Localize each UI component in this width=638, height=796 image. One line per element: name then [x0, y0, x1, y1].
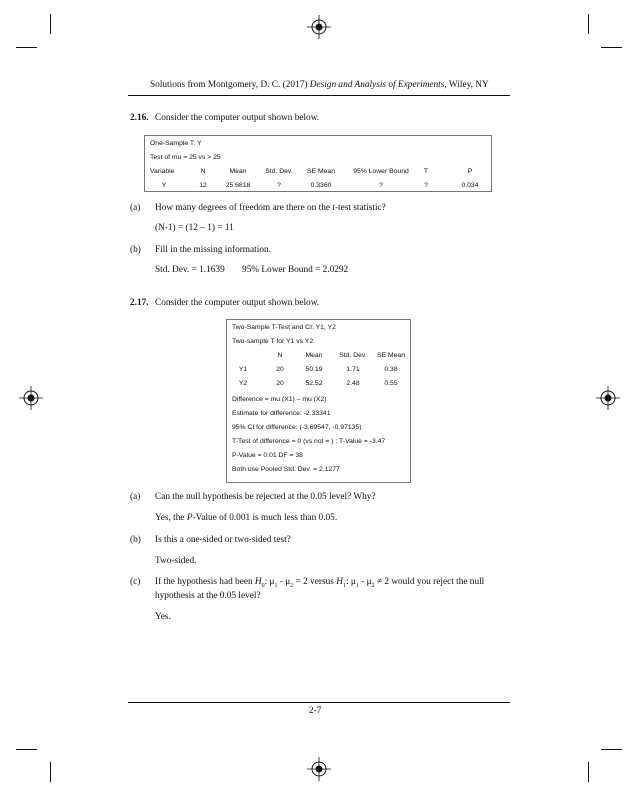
header-text: , Wiley, NY [444, 80, 489, 90]
math-symbol: : μ [345, 577, 356, 587]
table-cell: 20 [276, 380, 284, 387]
part-question: Is this a one-sided or two-sided test? [155, 535, 291, 545]
part-label: (b) [130, 535, 141, 545]
table-cell: 25.6818 [225, 182, 251, 189]
table-cell: 2.48 [346, 380, 360, 387]
part-label: (c) [130, 577, 141, 587]
math-subscript: 2 [371, 582, 375, 589]
question-text: ≠ 2 would you reject the null [374, 577, 485, 587]
running-header [150, 80, 489, 90]
answer-text: -Value of 0.001 is much less than 0.05. [192, 513, 338, 523]
problem-prompt: Consider the computer output shown below. [155, 298, 320, 308]
output-line: Estimate for difference: -2.33341 [232, 410, 331, 417]
answer-text: Yes, the [155, 513, 187, 523]
output-line: 95% CI for difference: (-3.69547, -0.97135) [232, 424, 362, 431]
column-header: Std. Dev. [265, 168, 293, 175]
column-header: P [467, 168, 473, 175]
math-subscript: 1 [274, 582, 278, 589]
math-subscript: 1 [355, 582, 359, 589]
math-subscript: 0 [261, 582, 265, 589]
column-header: Std. Dev. [339, 352, 367, 359]
output-line: Difference = mu (X1) – mu (X2) [232, 396, 327, 403]
part-question: Fill in the missing information. [155, 245, 271, 255]
crop-mark [50, 762, 51, 782]
math-subscript: 2 [290, 582, 294, 589]
question-text: If the hypothesis had been [155, 577, 255, 587]
part-answer: Two-sided. [155, 556, 197, 566]
registration-mark-icon [307, 15, 331, 39]
registration-mark-icon [19, 386, 43, 410]
crop-mark [16, 47, 37, 48]
question-text: t [332, 203, 335, 213]
part-label: (a) [130, 492, 141, 502]
column-header: Variable [150, 168, 175, 175]
column-header: Mean [229, 168, 247, 175]
column-header: N [200, 168, 206, 175]
column-header: SE Mean [377, 352, 405, 359]
one-sample-output [144, 135, 492, 192]
output-title: One-Sample T: Y [150, 140, 202, 147]
table-cell: ? [424, 182, 428, 189]
table-cell: 0.034 [461, 182, 479, 189]
two-sample-output [226, 319, 411, 483]
header-rule [128, 95, 510, 96]
column-header: Mean [305, 352, 323, 359]
answer-text: P [186, 513, 193, 523]
table-cell: 0.38 [384, 366, 398, 373]
math-subscript: 1 [342, 582, 346, 589]
table-cell: 20 [276, 366, 284, 373]
column-header: N [277, 352, 283, 359]
output-title: Two-Sample T-Test and CI: Y1, Y2 [232, 324, 336, 331]
part-answer: Yes. [155, 612, 171, 622]
math-symbol: - μ [277, 577, 291, 587]
output-test-line: Test of mu = 25 vs > 25 [150, 154, 221, 161]
part-question: Can the null hypothesis be rejected at the 0.05 level? Why? [155, 492, 376, 502]
output-line: Both use Pooled Std. Dev. = 2.1277 [232, 466, 340, 473]
crop-mark [588, 762, 589, 782]
part-answer: Std. Dev. = 1.1639 [155, 265, 225, 275]
table-cell: 52.52 [305, 380, 323, 387]
crop-mark [50, 14, 51, 34]
math-symbol: H [254, 577, 262, 587]
table-cell: 0.55 [384, 380, 398, 387]
table-cell: 0.3360 [310, 182, 332, 189]
math-symbol: H [336, 577, 343, 587]
column-header: T [423, 168, 429, 175]
math-symbol: : μ [264, 577, 275, 587]
output-line: T-Test of difference = 0 (vs not = ) : T-Value = -3.47 [232, 438, 386, 445]
question-text: How many degrees of freedom are there on the [155, 203, 333, 213]
page-number: 2-7 [309, 706, 322, 716]
math-symbol: - μ [358, 577, 372, 587]
part-label: (b) [130, 245, 141, 255]
table-cell: ? [277, 182, 281, 189]
problem-number: 2.17. [130, 298, 149, 308]
crop-mark [601, 47, 622, 48]
output-subtitle: Two-sample T for Y1 vs Y2 [232, 338, 314, 345]
part-answer: (N-1) = (12 – 1) = 11 [155, 223, 234, 233]
crop-mark [16, 749, 37, 750]
row-name: Y2 [238, 380, 248, 387]
crop-mark [588, 14, 589, 34]
book-title: Design and Analysis of Experiments [309, 80, 445, 90]
table-cell: ? [379, 182, 383, 189]
output-line: P-Value = 0.01 DF = 38 [232, 452, 303, 459]
part-answer: 95% Lower Bound = 2.0292 [242, 265, 349, 275]
part-question [155, 203, 386, 213]
part-answer [155, 513, 337, 523]
header-text: Solutions from Montgomery, D. C. (2017) [150, 80, 310, 90]
question-text: -test statistic? [334, 203, 386, 213]
footer-rule [128, 702, 510, 703]
problem-number: 2.16. [130, 113, 149, 123]
part-question-continued: hypothesis at the 0.05 level? [155, 591, 261, 601]
table-cell: 50.19 [305, 366, 323, 373]
table-cell: 12 [199, 182, 207, 189]
registration-mark-icon [307, 757, 331, 781]
row-name: Y1 [238, 366, 248, 373]
question-text: = 2 versus [293, 577, 337, 587]
part-label: (a) [130, 203, 141, 213]
crop-mark [601, 749, 622, 750]
table-cell: Y [161, 182, 167, 189]
table-cell: 1.71 [346, 366, 360, 373]
part-question [155, 577, 484, 589]
problem-prompt: Consider the computer output shown below. [155, 113, 320, 123]
column-header: SE Mean [307, 168, 335, 175]
registration-mark-icon [596, 386, 620, 410]
column-header: 95% Lower Bound [353, 168, 409, 175]
